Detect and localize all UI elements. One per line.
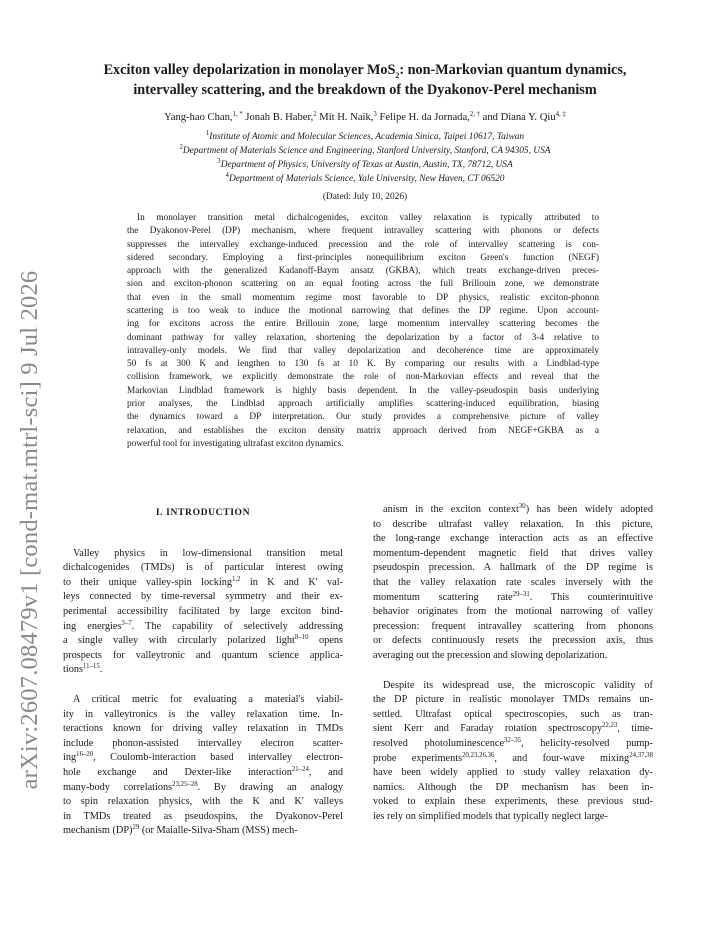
text-line: probe experiments$^{20,23,26,36}$, and four-wave mixing$^{24,37,38}$	[373, 751, 653, 764]
author-name: Mit H. Naik,	[316, 112, 374, 123]
affiliation: $^2$Department of Materials Science and Engineering, Stanford University, Stanford, CA 94305, USA	[179, 144, 551, 156]
abstract-line: In monolayer transition metal dichalcogenides, exciton valley relaxation is typically attributed to	[137, 213, 599, 223]
text-line: perimental accessibility facilitated by large exciton bind-	[63, 605, 343, 617]
affiliation-list	[60, 130, 670, 186]
text-line: namics. Although the DP mechanism has been in-	[373, 781, 653, 793]
text-line: voked to explain these experiments, these previous stud-	[373, 796, 653, 808]
text-line: pseudospin precession. A hallmark of the DP regime is	[373, 562, 653, 574]
text-line: settled. Ultrafast optical spectroscopies, such as tran-	[373, 708, 653, 720]
abstract-line: the Dyakonov-Perel (DP) mechanism, where frequent intravalley scattering with phonons or defects	[127, 226, 599, 237]
intro-right-paragraph	[373, 503, 653, 664]
author-affiliation-mark: 1, *	[232, 111, 243, 118]
abstract-line: 50 fs at 300 K and lengthen to 130 fs at 10 K. By comparing our results with a Lindblad-type	[127, 359, 599, 370]
abstract-line: Markovian Lindblad framework is highly basis dependent. In the valley-pseudospin basis underlying	[127, 385, 599, 396]
text-line: that the valley relaxation rate scales inversely with the	[373, 576, 653, 588]
author-name: Felipe H. da Jornada,	[376, 112, 470, 123]
text-line: the long-range exchange interaction acts as an effective	[373, 533, 653, 545]
text-line: the DP picture in realistic monolayer TMDs remains un-	[373, 694, 653, 706]
text-line: mechanism (DP)$^{29}$ (or Maialle-Silva-Sham (MSS) mech-	[63, 824, 298, 837]
text-line: hole exchange and Dexter-like interaction$^{21-24}$, and	[63, 765, 343, 778]
abstract-line: the dynamics toward a DP interpretation. Our study provides a comprehensive picture of valley	[127, 412, 599, 423]
text-line: a single valley with circularly polarized light$^{8-10}$ opens	[63, 634, 343, 647]
date-line: (Dated: July 10, 2026)	[322, 192, 408, 202]
text-line: in TMDs treated as pseudospins, the Dyakonov-Perel	[63, 810, 343, 822]
text-line: Valley physics in low-dimensional transition metal	[73, 547, 343, 559]
text-line: ing$^{16-20}$, Coulomb-interaction based intervalley electron-	[63, 751, 343, 764]
abstract-line: dominant pathway for valley relaxation, shortening the depolarization by a factor of 3-4 relative to	[127, 332, 599, 343]
affiliation: $^1$Institute of Atomic and Molecular Sciences, Academia Sinica, Taipei 10617, Taiwan	[205, 130, 525, 142]
arxiv-identifier-sidebar	[10, 270, 50, 790]
section-heading-introduction: I. INTRODUCTION	[155, 507, 251, 518]
text-line: resolved photoluminescence$^{32-35}$, helicity-resolved pump-	[373, 736, 653, 749]
text-line: precession: frequent intravalley scattering from phonons	[373, 620, 653, 632]
text-line: many-body correlations$^{23,25-28}$. By drawing an analogy	[63, 780, 343, 793]
intro-left-paragraph	[63, 547, 343, 678]
text-line: momentum scattering rate$^{29-31}$. This counterintuitive	[373, 590, 653, 603]
text-line: momentum-dependent magnetic field that drives valley	[373, 547, 653, 559]
abstract-line: approach with the generalized Kadanoff-Baym ansatz (GKBA), which treats exchange-driven preces-	[127, 266, 599, 277]
author-name: Jonah B. Haber,	[242, 112, 314, 123]
author-name: Yang-hao Chan,	[164, 112, 233, 123]
abstract-line: ing for excitons across the entire Brillouin zone, large momentum intervalley scattering becomes the	[127, 319, 599, 330]
abstract-line: relaxation, and establishes the exciton density matrix approach derived from NEGF+GKBA as a	[127, 425, 599, 436]
text-line: averaging out the precession and slowing depolarization.	[373, 649, 608, 661]
text-line: ing energies$^{3-7}$. The capability of selectively addressing	[63, 619, 343, 632]
intro-left-paragraph	[63, 693, 343, 839]
text-line: ity in valleytronics is the valley relaxation time. In-	[63, 708, 343, 720]
abstract-line: collision framework, we explicitly demonstrate the role of non-Markovian effects and reveal that the	[127, 372, 599, 383]
title-line-2: intervalley scattering, and the breakdown of the Dyakonov-Perel mechanism	[133, 82, 597, 98]
text-line: behavior originates from the motional narrowing of valley	[373, 606, 653, 618]
title-line-1: Exciton valley depolarization in monolayer MoS$_2$: non-Markovian quantum dynamics,	[103, 62, 627, 80]
text-line: tions$^{11-15}$.	[63, 663, 103, 676]
author-name: and Diana Y. Qiu	[480, 112, 556, 123]
text-line: include phonon-assisted intervalley electron scatter-	[63, 737, 343, 749]
text-line: sient Kerr and Faraday rotation spectroscopy$^{22,23}$, time-	[373, 722, 653, 735]
text-line: Despite its widespread use, the microscopic validity of	[383, 679, 653, 691]
text-line: leys connected by time-reversal symmetry and their ex-	[63, 591, 343, 603]
text-line: have been widely applied to study valley relaxation dy-	[373, 767, 653, 779]
abstract-line: that even in the small momentum regime most favorable to DP physics, realistic exciton-phonon	[127, 292, 599, 303]
affiliation: $^3$Department of Physics, University of Texas at Austin, Austin, TX, 78712, USA	[217, 158, 513, 170]
text-line: to their unique valley-spin locking$^{1,2}$ in K and K' val-	[63, 575, 343, 588]
abstract-line: suppresses the intervalley exchange-induced precession and the role of intervalley scattering is con-	[127, 239, 599, 250]
abstract-line: scattering is too weak to induce the motional narrowing that defines the DP regime. Upon account-	[127, 305, 599, 316]
text-line: teractions known for driving valley relaxation in TMDs	[63, 723, 343, 735]
author-list	[60, 112, 670, 123]
paper-title	[60, 60, 670, 100]
text-line: anism in the exciton context$^{30}$) has been widely adopted	[383, 503, 653, 515]
abstract-line: intravalley-only models. We find that valley depolarization and decoherence time are approximately	[127, 345, 599, 356]
left-column	[63, 506, 343, 854]
abstract	[127, 212, 599, 451]
intro-right-paragraph	[373, 679, 653, 825]
author-affiliation-mark: 2	[313, 111, 317, 118]
text-line: A critical metric for evaluating a material's viabil-	[73, 693, 343, 705]
text-line: dichalcogenides (TMDs) is of particular interest owing	[63, 562, 343, 574]
abstract-line: powerful tool for investigating ultrafast exciton dynamics.	[127, 438, 344, 449]
right-column	[373, 503, 653, 839]
text-line: to spin relaxation physics, with the K and K′ valleys	[63, 796, 343, 808]
text-line: ies rely on simplified models that typically neglect large-	[373, 810, 608, 822]
abstract-line: prior analyses, the Lindblad approach artificially amplifies scattering-induced equilibration, biasing	[127, 398, 599, 409]
arxiv-identifier: arXiv:2607.08479v1 [cond-mat.mtrl-sci] 9 Jul 2026	[16, 270, 43, 790]
author-affiliation-mark: 3	[373, 111, 377, 118]
affiliation: $^4$Department of Materials Science, Yale University, New Haven, CT 06520	[225, 172, 505, 184]
text-line: or defects continuously resets the precession axis, thus	[373, 635, 653, 647]
abstract-line: sion and exciton-phonon scattering on an equal footing across the full Brillouin zone, we demonstrate	[127, 279, 599, 290]
author-affiliation-mark: 4, ‡	[555, 111, 566, 118]
abstract-line: sidered secondary. Employing a first-principles nonequilibrium exciton Green's function (NEGF)	[127, 252, 599, 263]
text-line: to describe ultrafast valley relaxation. In this picture,	[373, 518, 653, 530]
author-affiliation-mark: 2, †	[469, 111, 480, 118]
text-line: prospects for valleytronic and quantum science applica-	[63, 649, 343, 661]
